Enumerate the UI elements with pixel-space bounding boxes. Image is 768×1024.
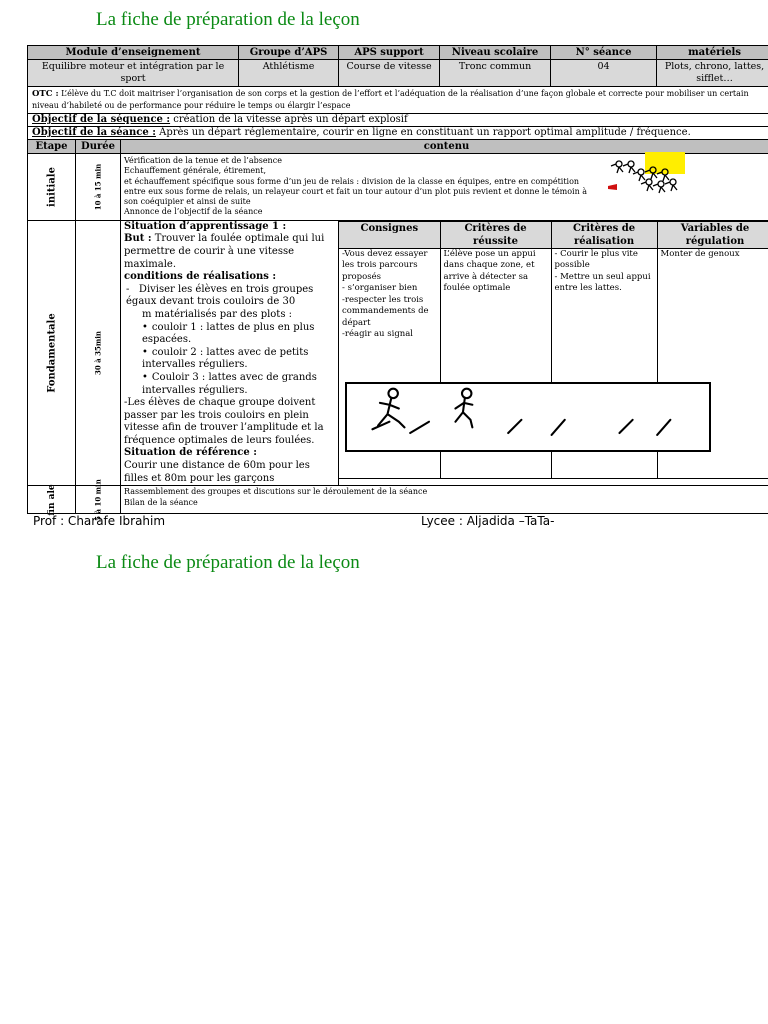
fondamentale-duree-cell: [76, 220, 121, 485]
fondamentale-duree: 30 à 35min: [93, 330, 103, 376]
value-seance: 04: [551, 60, 657, 87]
otc-cell: [28, 87, 768, 114]
value-aps: Course de vitesse: [339, 60, 440, 87]
etape-header: Etape: [28, 140, 76, 154]
objectif-seance-cell: [28, 127, 768, 140]
duree-header: Durée: [76, 140, 121, 154]
couloir-item: [142, 372, 335, 397]
eleves-text: -Les élèves de chaque groupe doivent passer par les trois couloirs en plein vitesse afin de trouver l’amplitude et la fréquence optimales de leurs foulées.: [124, 397, 324, 446]
header-row: [28, 46, 768, 60]
otc-row: [28, 87, 768, 114]
criteres-realisation-text: - Courir le plus vite possible - Mettre un seul appui entre les lattes.: [551, 248, 657, 478]
objectif-seance-label: Objectif de la séance :: [32, 127, 156, 138]
otc-label: OTC :: [32, 89, 59, 99]
value-groupe: Athlétisme: [239, 60, 339, 87]
but-text: Trouver la foulée optimale qui lui permettre de courir à une vitesse maximale.: [124, 233, 325, 270]
otc-text: L’élève du T.C doit maitriser l’organisation de son corps et la gestion de l’effort et l’adéquation de la réalisation d’une façon globale et correcte pour mobiliser un certain niveau d’habileté ou de performance pour réduire le temps ou élargir l’espace: [32, 89, 749, 110]
objectif-sequence-cell: [28, 114, 768, 127]
initiale-duree: 10 à 15 min: [93, 163, 103, 211]
couloir-text: Couloir 3 : lattes avec de grands intervalles réguliers.: [142, 371, 317, 396]
variables-text: Monter de genoux: [657, 248, 768, 478]
conditions-title: conditions de réalisations :: [124, 271, 277, 283]
finale-content: [121, 486, 768, 514]
page-title: La fiche de préparation de la leçon: [96, 9, 360, 30]
couloir-text: couloir 1 : lattes de plus en plus espacées.: [142, 321, 315, 346]
lane-lattes: [372, 420, 670, 435]
header-seance: N° séance: [551, 46, 657, 60]
situation-title: Situation d’apprentissage 1 :: [124, 220, 287, 232]
initiale-etape: initiale: [46, 166, 57, 207]
finale-duree-cell: [76, 478, 121, 521]
criteres-reussite-text: L’élève pose un appui dans chaque zone, et arrive à détecter sa foulée optimale: [440, 248, 551, 478]
fondamentale-etape-cell: [28, 220, 76, 485]
criteres-reussite-header: Critères de réussite: [440, 221, 551, 248]
header-aps: APS support: [339, 46, 440, 60]
couloir-item: [142, 322, 335, 347]
objectif-seance-row: [28, 127, 768, 140]
condition-text-2: m matérialisés par des plots :: [142, 308, 293, 320]
couloir-text: couloir 2 : lattes avec de petits intervalles réguliers.: [142, 346, 309, 371]
consignes-header: Consignes: [339, 221, 440, 248]
situation-cell: [121, 220, 339, 485]
fondamentale-etape: Fondamentale: [46, 313, 57, 393]
reference-text: Courir une distance de 60m pour les filles et 80m pour les garçons: [124, 460, 310, 484]
header-materiels: matériels: [657, 46, 768, 60]
finale-duree: 5 à 10 min: [93, 478, 103, 521]
initiale-line: Echauffement générale, étirement,: [124, 166, 267, 176]
page-title-repeat: La fiche de préparation de la leçon: [96, 552, 360, 573]
initiale-line: et échauffement spécifique sous forme d’un jeu de relais : division de la classe en équipes, entre en compétition entre eux sous forme de relais, un relayeur court et fait un tour autour d’un plot puis revient et donne le témoin à son coéquipier et ainsi de suite: [124, 176, 588, 207]
couloir-item: [142, 347, 335, 372]
but-label: But :: [124, 233, 152, 245]
initiale-line: Annonce de l’objectif de la séance: [124, 207, 263, 217]
objectif-seance-text: Après un départ réglementaire, courir en ligne en constituant un rapport optimal amplitude / fréquence.: [155, 127, 691, 138]
couloir-list: [142, 322, 335, 398]
lycee-name: Lycee : Aljadida –TaTa-: [421, 514, 555, 528]
sprint-lane-drawing: [345, 382, 711, 452]
initiale-duree-cell: [76, 154, 121, 221]
finale-line: Bilan de la séance: [124, 498, 198, 508]
objectif-sequence-label: Objectif de la séquence :: [32, 114, 171, 125]
variables-header: Variables de régulation: [657, 221, 768, 248]
finale-etape: fin ale: [46, 484, 57, 516]
value-materiels: Plots, chrono, lattes, sifflet…: [657, 60, 768, 87]
header-module: Module d’enseignement: [28, 46, 239, 60]
runner-figure-2: [455, 389, 472, 428]
header-values-row: [28, 60, 768, 87]
prof-name: Prof : Charafe Ibrahim: [33, 514, 166, 528]
objectif-sequence-text: création de la vitesse après un départ explosif: [170, 114, 408, 125]
contenu-header: contenu: [121, 140, 768, 154]
runner-figure-1: [378, 389, 404, 428]
header-groupe: Groupe d’APS: [239, 46, 339, 60]
runner-group-drawing: [605, 152, 687, 198]
finale-etape-cell: [28, 486, 76, 514]
header-niveau: Niveau scolaire: [440, 46, 551, 60]
condition-text: Diviser les élèves en trois groupes égaux devant trois couloirs de 30: [126, 283, 314, 308]
sun-mark: [645, 152, 685, 174]
value-niveau: Tronc commun: [440, 60, 551, 87]
finale-row: [28, 486, 768, 514]
condition-item: - Diviser les élèves en trois groupes égaux devant trois couloirs de 30: [126, 283, 314, 308]
objectif-sequence-row: [28, 114, 768, 127]
initiale-etape-cell: [28, 154, 76, 221]
relay-marker: [608, 184, 617, 190]
finale-line: Rassemblement des groupes et discutions sur le déroulement de la séance: [124, 487, 428, 497]
consignes-text: -Vous devez essayer les trois parcours proposés - s’organiser bien -respecter les trois commandements de départ -réagir au signal: [339, 248, 440, 478]
reference-title: Situation de référence :: [124, 447, 257, 459]
value-module: Equilibre moteur et intégration par le sport: [28, 60, 239, 87]
initiale-line: Vérification de la tenue et de l’absence: [124, 156, 282, 165]
criteres-realisation-header: Critères de réalisation: [551, 221, 657, 248]
